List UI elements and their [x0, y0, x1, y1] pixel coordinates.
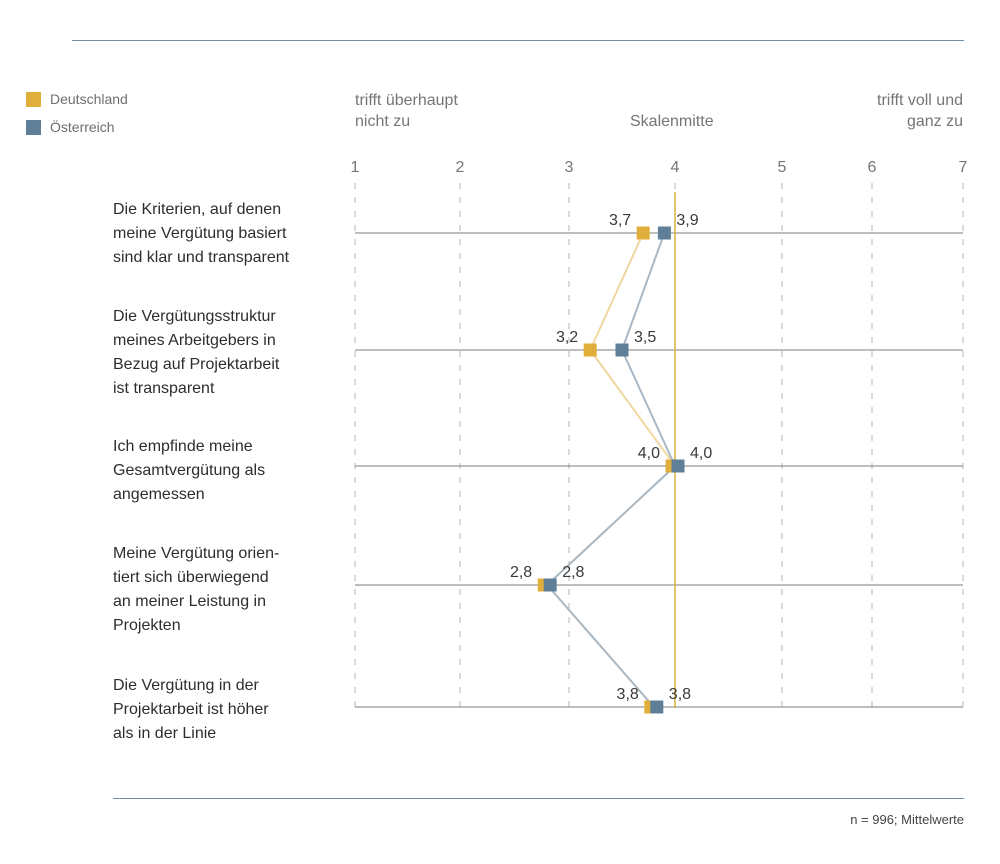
tick-label-4: 4 — [670, 159, 680, 176]
value-label-deutschland-4: 2,8 — [509, 564, 533, 581]
tick-label-6: 6 — [867, 159, 877, 176]
statement-3: Ich empfinde meine Gesamtvergütung als angemessen — [113, 438, 266, 503]
tick-label-3: 3 — [564, 159, 574, 176]
tick-label-7: 7 — [958, 159, 968, 176]
marker-oesterreich-3 — [672, 460, 685, 473]
marker-deutschland-1 — [637, 227, 650, 240]
series-line-deutschland — [547, 233, 675, 707]
footnote: n = 996; Mittelwerte — [850, 812, 964, 827]
scale-left-line1: trifft überhaupt — [355, 92, 458, 109]
value-label-oesterreich-5: 3,8 — [668, 686, 692, 703]
marker-oesterreich-5 — [650, 701, 663, 714]
tick-label-5: 5 — [777, 159, 787, 176]
value-label-oesterreich-2: 3,5 — [634, 329, 657, 346]
statement-1: Die Kriterien, auf denen meine Vergütung basiert sind klar und transparent — [113, 201, 290, 266]
legend-label-oesterreich: Österreich — [50, 119, 115, 135]
value-label-deutschland-5: 3,8 — [616, 686, 639, 703]
marker-oesterreich-1 — [658, 227, 671, 240]
marker-oesterreich-2 — [616, 344, 629, 357]
value-label-deutschland-1: 3,7 — [608, 212, 632, 229]
marker-oesterreich-4 — [544, 579, 557, 592]
value-label-deutschland-2: 3,2 — [555, 329, 579, 346]
scale-right-line1: trifft voll und — [877, 92, 963, 109]
statement-5: Die Vergütung in der Projektarbeit ist höher als in der Linie — [113, 677, 269, 742]
value-label-deutschland-3: 4,0 — [637, 445, 660, 462]
statement-2: Die Vergütungsstruktur meines Arbeitgebers in Bezug auf Projektarbeit ist transparent — [113, 308, 280, 397]
scale-right-line2: ganz zu — [906, 113, 963, 130]
statement-4: Meine Vergütung orien- tiert sich überwiegend an meiner Leistung in Projekten — [113, 545, 280, 634]
marker-deutschland-2 — [584, 344, 597, 357]
value-label-oesterreich-3: 4,0 — [690, 445, 713, 462]
scale-left-line2: nicht zu — [355, 113, 411, 130]
legend-label-deutschland: Deutschland — [50, 91, 128, 107]
value-label-oesterreich-1: 3,9 — [676, 212, 699, 229]
tick-label-1: 1 — [350, 159, 360, 176]
tick-label-2: 2 — [455, 159, 465, 176]
value-label-oesterreich-4: 2,8 — [562, 564, 585, 581]
scale-middle-label: Skalenmitte — [630, 113, 714, 130]
